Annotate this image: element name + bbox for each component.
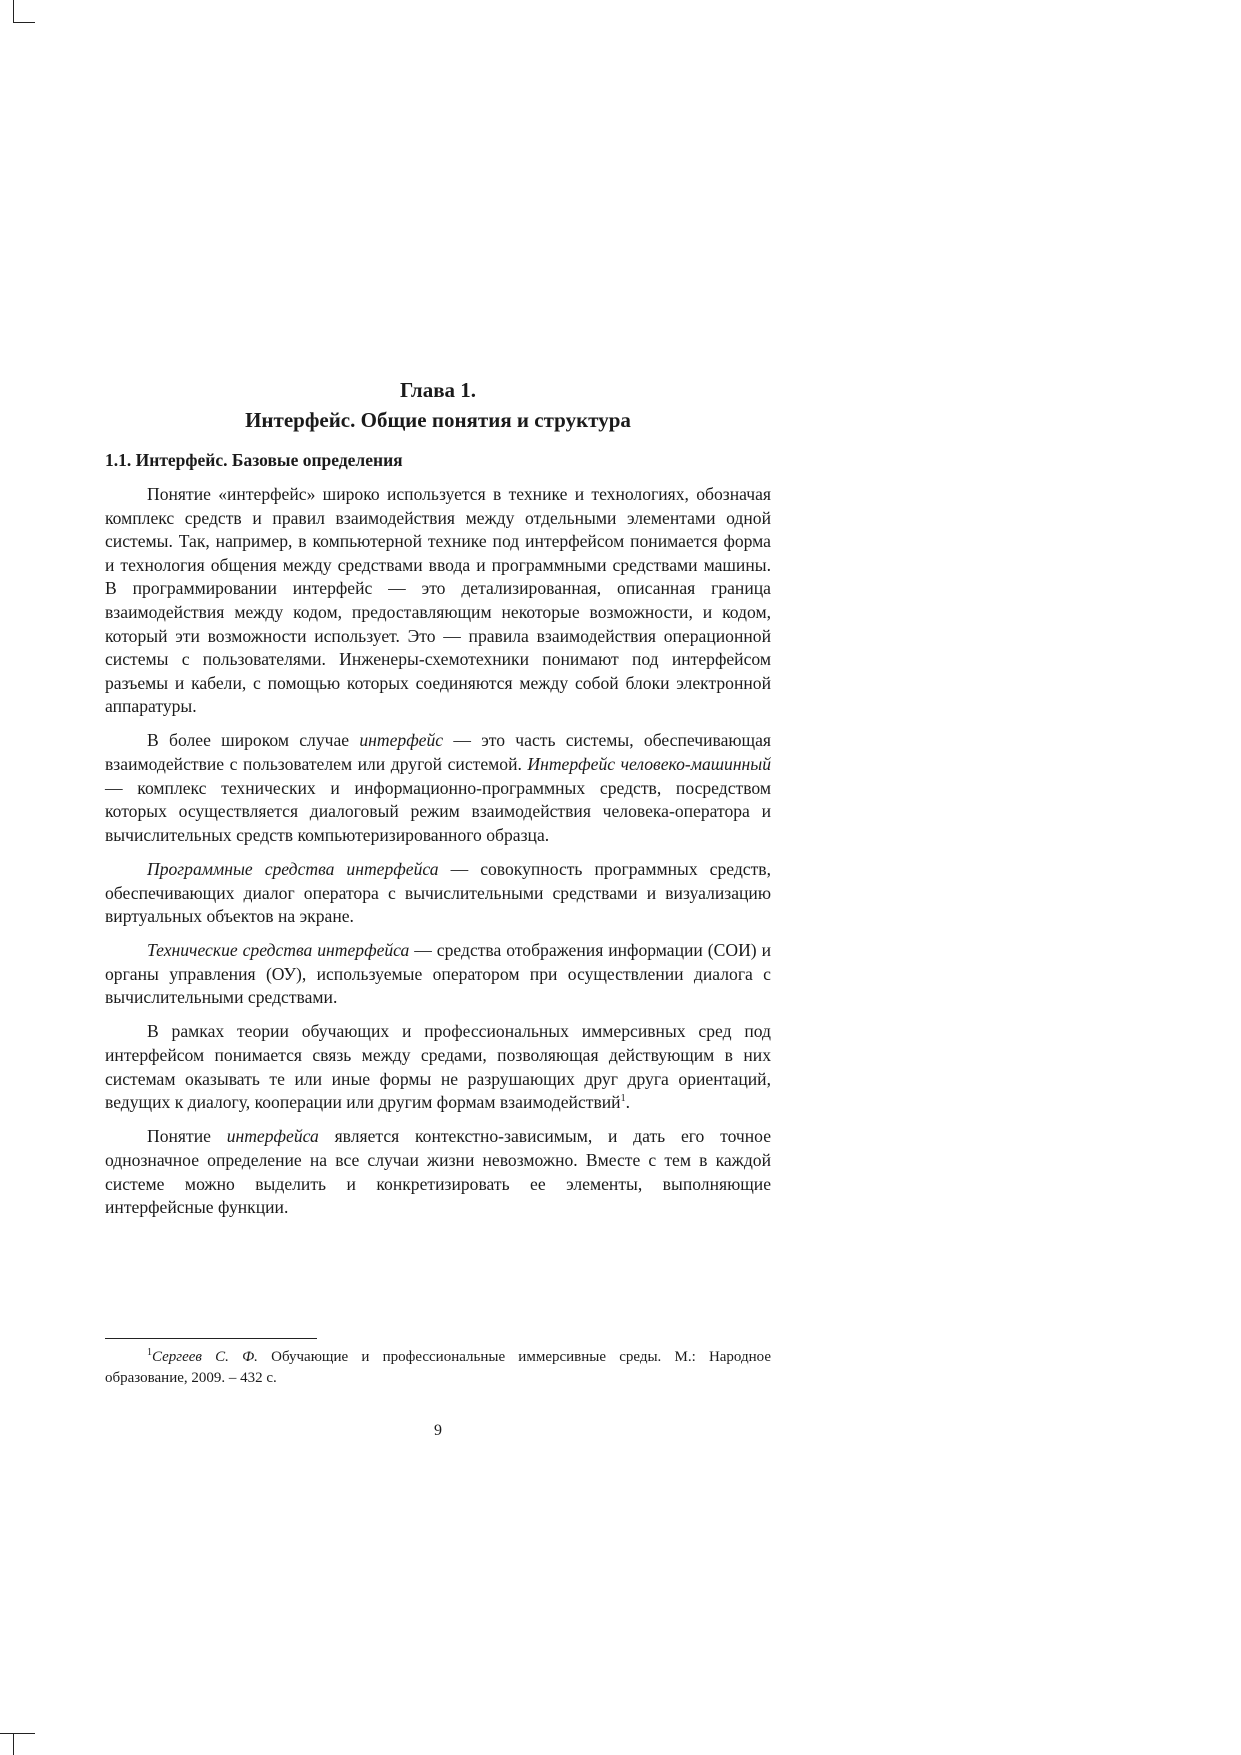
paragraph-6: Понятие интерфейса является контекстно-зависимым, и дать его точное однозначное определение на все случаи жизни невозможно. Вместе с тем в каждой системе можно выделить и конкретизировать ее элементы, выполняющие интерфейсные функции.	[105, 1126, 771, 1218]
term-software-means: Программные средства интерфейса	[147, 858, 439, 879]
crop-mark-top-left-horizontal	[13, 22, 35, 23]
footnote-reference: 1	[620, 1093, 626, 1105]
term-hmi: Интерфейс человеко-машинный	[527, 754, 771, 775]
paragraph-5: В рамках теории обучающих и профессиональных иммерсивных сред под интерфейсом понимается связь между средами, позволяющая действующим в них системам оказывать те или иные формы не разрушающих друг друга ориентаций, ведущих к диалогу, кооперации или другим формам взаимодействий$^1$.	[105, 1021, 771, 1113]
footnote-author: Сергеев С. Ф.	[152, 1349, 258, 1365]
paragraph-4: Технические средства интерфейса — средства отображения информации (СОИ) и органы управления (ОУ), используемые оператором при осуществлении диалога с вычислительными средствами.	[105, 940, 771, 1008]
crop-mark-bottom-left-horizontal	[0, 1733, 35, 1734]
crop-mark-top-left-vertical	[13, 0, 14, 22]
footnote-text: Обучающие и профессиональные иммерсивные среды. М.: Народное образование, 2009. – 432 с.	[105, 1349, 772, 1386]
crop-mark-bottom-left-vertical	[13, 1733, 14, 1755]
page-number: 9	[434, 1422, 442, 1439]
footnote-separator	[105, 1338, 317, 1339]
paragraph-1: Понятие «интерфейс» широко используется в технике и технологиях, обозначая комплекс средств и правил взаимодействия между отдельными элементами одной системы. Так, например, в компьютерной технике под интерфейсом понимается форма и технология общения между средствами ввода и программными средствами машины. В программировании интерфейс — это детализированная, описанная граница взаимодействия между кодом, предоставляющим некоторые возможности, и кодом, который эти возможности использует. Это — правила взаимодействия операционной системы с пользователями. Инженеры-схемотехники понимают под интерфейсом разъемы и кабели, с помощью которых соединяются между собой блоки электронной аппаратуры.	[105, 484, 771, 717]
section-title: 1.1. Интерфейс. Базовые определения	[105, 450, 403, 470]
chapter-title: Интерфейс. Общие понятия и структура	[245, 408, 631, 432]
term-interface: интерфейс	[359, 730, 444, 751]
body-text	[105, 483, 771, 1230]
chapter-number: Глава 1.	[399, 378, 477, 402]
paragraph-2: В более широком случае интерфейс — это часть системы, обеспечивающая взаимодействие с пользователем или другой системой. Интерфейс человеко-машинный — комплекс технических и информационно-программных средств, посредством которых осуществляется диалоговый режим взаимодействия человека-оператора и вычислительных средств компьютеризированного образца.	[105, 730, 771, 845]
term-interface-2: интерфейса	[226, 1126, 319, 1147]
paragraph-3: Программные средства интерфейса — совокупность программных средств, обеспечивающих диалог оператора с вычислительными средствами и визуализацию виртуальных объектов на экране.	[105, 858, 771, 927]
footnote-marker: 1	[147, 1347, 152, 1358]
footnote	[105, 1347, 771, 1388]
term-technical-means: Технические средства интерфейса	[147, 940, 410, 961]
